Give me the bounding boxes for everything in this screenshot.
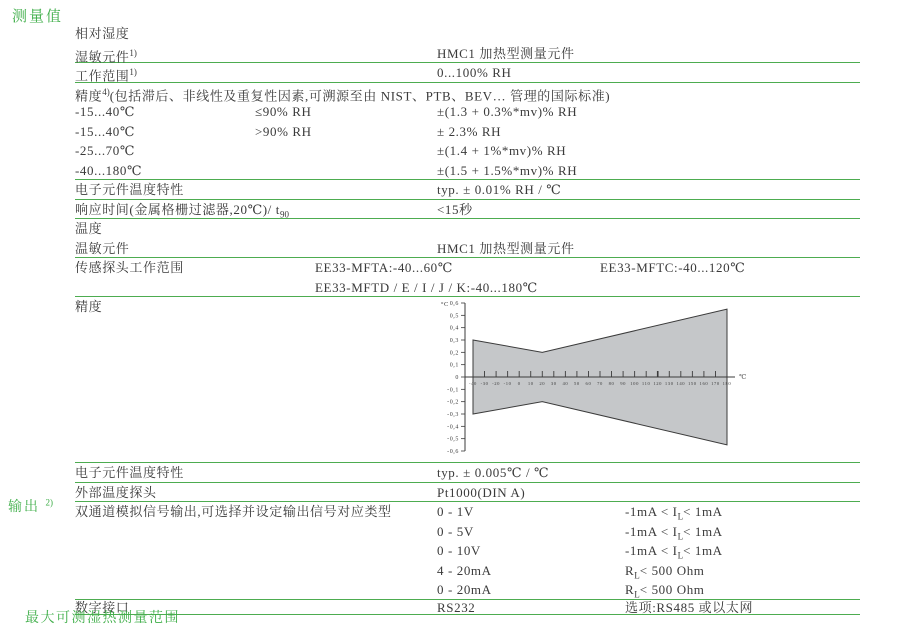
row-humidity-sensor [75, 44, 860, 64]
subheader-temperature [75, 219, 860, 239]
output-load: $-1mA < I_L< 1mA$ [625, 504, 723, 522]
output-load: $-1mA < I_L< 1mA$ [625, 523, 723, 542]
row-digital-interface [75, 600, 860, 616]
row-label: 精度 [75, 299, 103, 314]
temp-range: -40...180℃ [75, 162, 143, 178]
output-option-row [75, 502, 860, 522]
accuracy-note: (包括滞后、非线性及重复性因素,可溯源至由 NIST、PTB、BEV… 管理的国际标准) [109, 87, 611, 103]
output-load: $R_L< 500$ Ohm [625, 562, 705, 581]
row-label: 电子元件温度特性 [75, 182, 184, 197]
temperature-accuracy-chart [427, 295, 749, 463]
svg-text:-0,3: -0,3 [447, 412, 459, 418]
row-label: 传感探头工作范围 [75, 260, 184, 275]
row-analog-outputs [75, 502, 860, 600]
svg-text:50: 50 [574, 381, 580, 386]
row-value: HMC1 加热型测量元件 [437, 45, 575, 61]
row-label: 工作范围$^{1)}$ [75, 67, 137, 84]
svg-text:-0,4: -0,4 [447, 424, 459, 431]
output-option-row [75, 561, 860, 581]
row-temperature-sensor [75, 239, 860, 259]
footnote-mark: 2) [45, 497, 53, 508]
row-humidity-working-range [75, 63, 860, 83]
footnote-mark: 4) [102, 86, 110, 97]
rh-condition: >90% RH [255, 123, 312, 139]
svg-text:-30: -30 [480, 381, 489, 386]
accuracy-value: ±(1.3 + 0.3%*mv)% RH [437, 104, 578, 119]
row-value: <15秒 [437, 201, 473, 217]
row-value: Pt1000(DIN A) [437, 484, 526, 500]
output-range: 4 - 20mA [437, 562, 492, 578]
row-value: RS232 [437, 599, 476, 615]
row-accuracy-3 [75, 141, 860, 161]
row-label: 响应时间(金属格栅过滤器,20℃)/ $t_{90}$ [75, 201, 289, 220]
temp-range: -15...40℃ [75, 123, 136, 139]
svg-text:140: 140 [676, 381, 686, 386]
row-probe-range-1 [75, 258, 860, 278]
output-range: 0 - 5V [437, 523, 474, 539]
output-range: 0 - 1V [437, 504, 474, 519]
svg-text:90: 90 [620, 381, 626, 386]
row-temperature-temp-effect [75, 463, 860, 483]
svg-text:-10: -10 [503, 381, 512, 386]
accuracy-value: ± 2.3% RH [437, 123, 502, 139]
output-range: 0 - 10V [437, 543, 481, 558]
spec-table [75, 24, 860, 615]
rh-condition: ≤90% RH [255, 104, 312, 119]
svg-text:10: 10 [527, 381, 534, 386]
svg-text:180: 180 [722, 381, 732, 386]
svg-text:0,3: 0,3 [449, 338, 459, 344]
svg-text:60: 60 [585, 381, 592, 386]
section-title-output: 输出 $^{2)}$ [8, 497, 53, 515]
row-label: 温敏元件 [75, 240, 130, 256]
svg-text:0,5: 0,5 [449, 313, 459, 320]
subheader-relative-humidity [75, 24, 860, 44]
svg-text:120: 120 [653, 381, 663, 386]
svg-text:20: 20 [539, 381, 546, 386]
svg-text:150: 150 [688, 381, 697, 386]
row-accuracy-4 [75, 161, 860, 181]
subheader-label: 温度 [75, 221, 103, 236]
svg-text:70: 70 [597, 381, 603, 386]
row-label: 电子元件温度特性 [75, 465, 184, 480]
svg-text:160: 160 [699, 381, 709, 386]
row-humidity-accuracy-note [75, 83, 860, 103]
row-label: 精度$^{4)}$(包括滞后、非线性及重复性因素,可溯源至由 NIST、PTB、BEV… 管理的国际标准) [75, 86, 611, 103]
svg-text:-0,5: -0,5 [447, 436, 459, 443]
svg-text:0,4: 0,4 [449, 325, 459, 332]
svg-text:℃: ℃ [739, 374, 747, 381]
row-value: HMC1 加热型测量元件 [437, 240, 575, 256]
probe-range-value: EE33-MFTD / E / I / J / K:-40...180℃ [315, 279, 538, 295]
temp-range: -25...70℃ [75, 143, 136, 158]
row-temperature-accuracy-chart [75, 297, 860, 463]
svg-text:-0,2: -0,2 [447, 399, 459, 406]
row-accuracy-1 [75, 102, 860, 122]
svg-text:110: 110 [641, 381, 651, 386]
svg-text:-40: -40 [469, 381, 477, 386]
svg-text:-20: -20 [492, 381, 501, 386]
svg-text:0,2: 0,2 [449, 350, 459, 357]
section-title-measured-values: 测量值 [12, 9, 64, 25]
output-load: $-1mA < I_L< 1mA$ [625, 543, 723, 561]
footnote-mark: 1) [129, 67, 137, 77]
svg-text:100: 100 [630, 381, 639, 386]
row-value: 0...100% RH [437, 65, 512, 80]
row-value: typ. ± 0.005℃ / ℃ [437, 465, 550, 480]
subscript-t90: 90 [279, 209, 289, 220]
svg-text:30: 30 [550, 381, 557, 386]
probe-range-value: EE33-MFTA:-40...60℃ [315, 260, 453, 275]
svg-text:80: 80 [608, 381, 615, 386]
row-option: 选项:RS485 或以太网 [625, 599, 754, 615]
svg-text:°C: °C [440, 301, 449, 308]
svg-text:0,1: 0,1 [449, 362, 459, 369]
output-option-row [75, 580, 860, 600]
output-option-row [75, 541, 860, 561]
section-title-clipped-bottom: 最大可测湿热测量范围 [25, 611, 180, 626]
svg-text:40: 40 [562, 381, 569, 386]
svg-text:-0,6: -0,6 [447, 449, 459, 455]
row-label: 湿敏元件$^{1)}$ [75, 47, 137, 64]
output-option-row [75, 522, 860, 542]
probe-range-value: EE33-MFTC:-40...120℃ [600, 260, 746, 275]
accuracy-value: ±(1.4 + 1%*mv)% RH [437, 143, 567, 158]
svg-text:0,6: 0,6 [449, 301, 459, 307]
row-response-time [75, 200, 860, 220]
row-external-probe [75, 483, 860, 503]
svg-text:-0,1: -0,1 [447, 387, 459, 394]
svg-text:170: 170 [711, 381, 720, 386]
footnote-mark: 1) [129, 47, 137, 58]
svg-text:0: 0 [517, 381, 521, 386]
svg-text:0: 0 [455, 375, 459, 381]
row-value: typ. ± 0.01% RH / ℃ [437, 182, 562, 197]
output-load: $R_L< 500$ Ohm [625, 582, 705, 600]
row-label: 外部温度探头 [75, 484, 157, 500]
temp-range: -15...40℃ [75, 104, 136, 119]
subheader-label: 相对湿度 [75, 26, 130, 41]
row-accuracy-2 [75, 122, 860, 142]
svg-text:130: 130 [664, 381, 674, 386]
row-label: 数字接口 [75, 599, 130, 615]
output-range: 0 - 20mA [437, 582, 492, 597]
output-description: 双通道模拟信号输出,可选择并设定输出信号对应类型 [75, 504, 392, 519]
row-humidity-temp-effect [75, 180, 860, 200]
accuracy-value: ±(1.5 + 1.5%*mv)% RH [437, 162, 578, 178]
